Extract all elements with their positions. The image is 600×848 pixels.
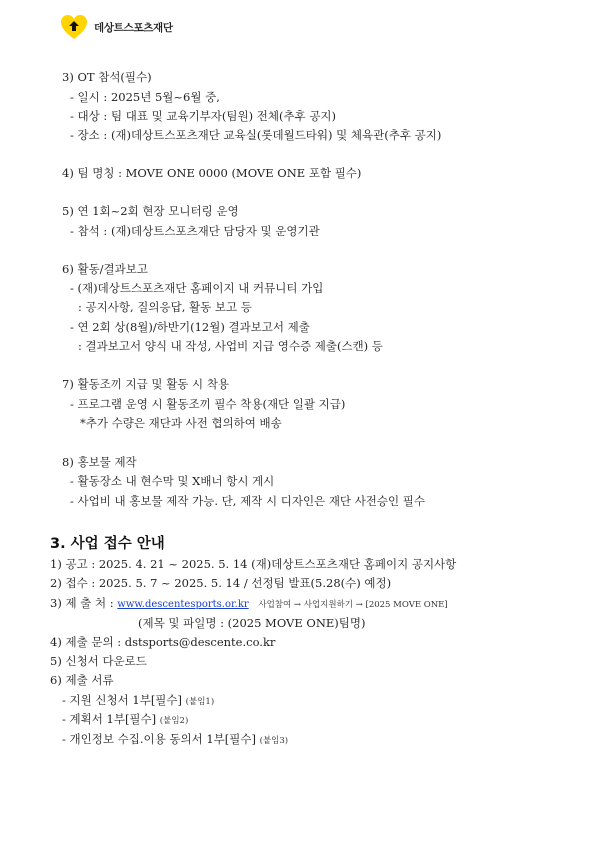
heart-arrow-icon bbox=[60, 14, 88, 40]
submission-place-label: 3) 제 출 처 : bbox=[50, 596, 114, 610]
logo bbox=[60, 14, 173, 40]
promo-item-2: - 사업비 내 홍보물 제작 가능. 단, 제작 시 디자인은 재단 사전승인 필수 bbox=[70, 494, 426, 508]
monitoring-heading: 5) 연 1회~2회 현장 모니터링 운영 bbox=[62, 204, 239, 218]
submission-path: 사업참여 → 사업지원하기 → [2025 MOVE ONE] bbox=[258, 600, 448, 610]
monitoring-attendee: - 참석 : (재)데상트스포츠재단 담당자 및 운영기관 bbox=[70, 224, 320, 238]
ot-date: - 일시 : 2025년 5월~6월 중, bbox=[70, 90, 220, 104]
report-item-1-detail: : 공지사항, 질의응답, 활동 보고 등 bbox=[78, 300, 252, 314]
document-item-1 bbox=[62, 693, 214, 709]
document-item-2-label: - 계획서 1부[필수] bbox=[62, 712, 157, 726]
notice-period: 1) 공고 : 2025. 4. 21 ~ 2025. 5. 14 (재)데상트스포츠재단 홈페이지 공지사항 bbox=[50, 557, 457, 571]
submission-period: 2) 접수 : 2025. 5. 7 ~ 2025. 5. 14 / 선정팀 발표(5.28(수) 예정) bbox=[50, 576, 392, 590]
ot-place: - 장소 : (재)데상트스포츠재단 교육실(롯데월드타워) 및 체육관(추후 공지) bbox=[70, 128, 442, 142]
documents-heading: 6) 제출 서류 bbox=[50, 673, 114, 687]
promo-item-1: - 활동장소 내 현수막 및 X배너 항시 게시 bbox=[70, 474, 275, 488]
download: 5) 신청서 다운로드 bbox=[50, 654, 147, 668]
vest-heading: 7) 활동조끼 지급 및 활동 시 착용 bbox=[62, 377, 230, 391]
vest-note: *추가 수량은 재단과 사전 협의하여 배송 bbox=[80, 416, 282, 430]
contact: 4) 제출 문의 : dstsports@descente.co.kr bbox=[50, 635, 276, 649]
report-heading: 6) 활동/결과보고 bbox=[62, 262, 148, 276]
document-item-1-label: - 지원 신청서 1부[필수] bbox=[62, 693, 183, 707]
promo-heading: 8) 홍보물 제작 bbox=[62, 455, 137, 469]
submission-place bbox=[50, 596, 448, 612]
team-name: 4) 팀 명칭 : MOVE ONE 0000 (MOVE ONE 포함 필수) bbox=[62, 166, 362, 180]
report-item-2-detail: : 결과보고서 양식 내 작성, 사업비 지급 영수증 제출(스캔) 등 bbox=[78, 339, 383, 353]
ot-target: - 대상 : 팀 대표 및 교육기부자(팀원) 전체(추후 공지) bbox=[70, 109, 337, 123]
ot-heading: 3) OT 참석(필수) bbox=[62, 70, 152, 84]
website-link[interactable]: www.descentesports.or.kr bbox=[117, 599, 249, 610]
document-item-2-note: (붙임2) bbox=[159, 716, 189, 726]
document-item-3 bbox=[62, 732, 288, 748]
logo-text: 데상트스포츠재단 bbox=[94, 21, 173, 34]
vest-item: - 프로그램 운영 시 활동조끼 필수 착용(재단 일괄 지급) bbox=[70, 397, 346, 411]
document-item-1-note: (붙임1) bbox=[185, 697, 215, 707]
section-title: 3. 사업 접수 안내 bbox=[50, 536, 165, 552]
report-item-1: - (재)데상트스포츠재단 홈페이지 내 커뮤니티 가입 bbox=[70, 281, 324, 295]
document-item-3-label: - 개인정보 수집.이용 동의서 1부[필수] bbox=[62, 732, 256, 746]
report-item-2: - 연 2회 상(8월)/하반기(12월) 결과보고서 제출 bbox=[70, 320, 310, 334]
document-item-3-note: (붙임3) bbox=[259, 736, 289, 746]
file-name-rule: (제목 및 파일명 : (2025 MOVE ONE)팀명) bbox=[138, 616, 366, 630]
document-item-2 bbox=[62, 712, 188, 728]
